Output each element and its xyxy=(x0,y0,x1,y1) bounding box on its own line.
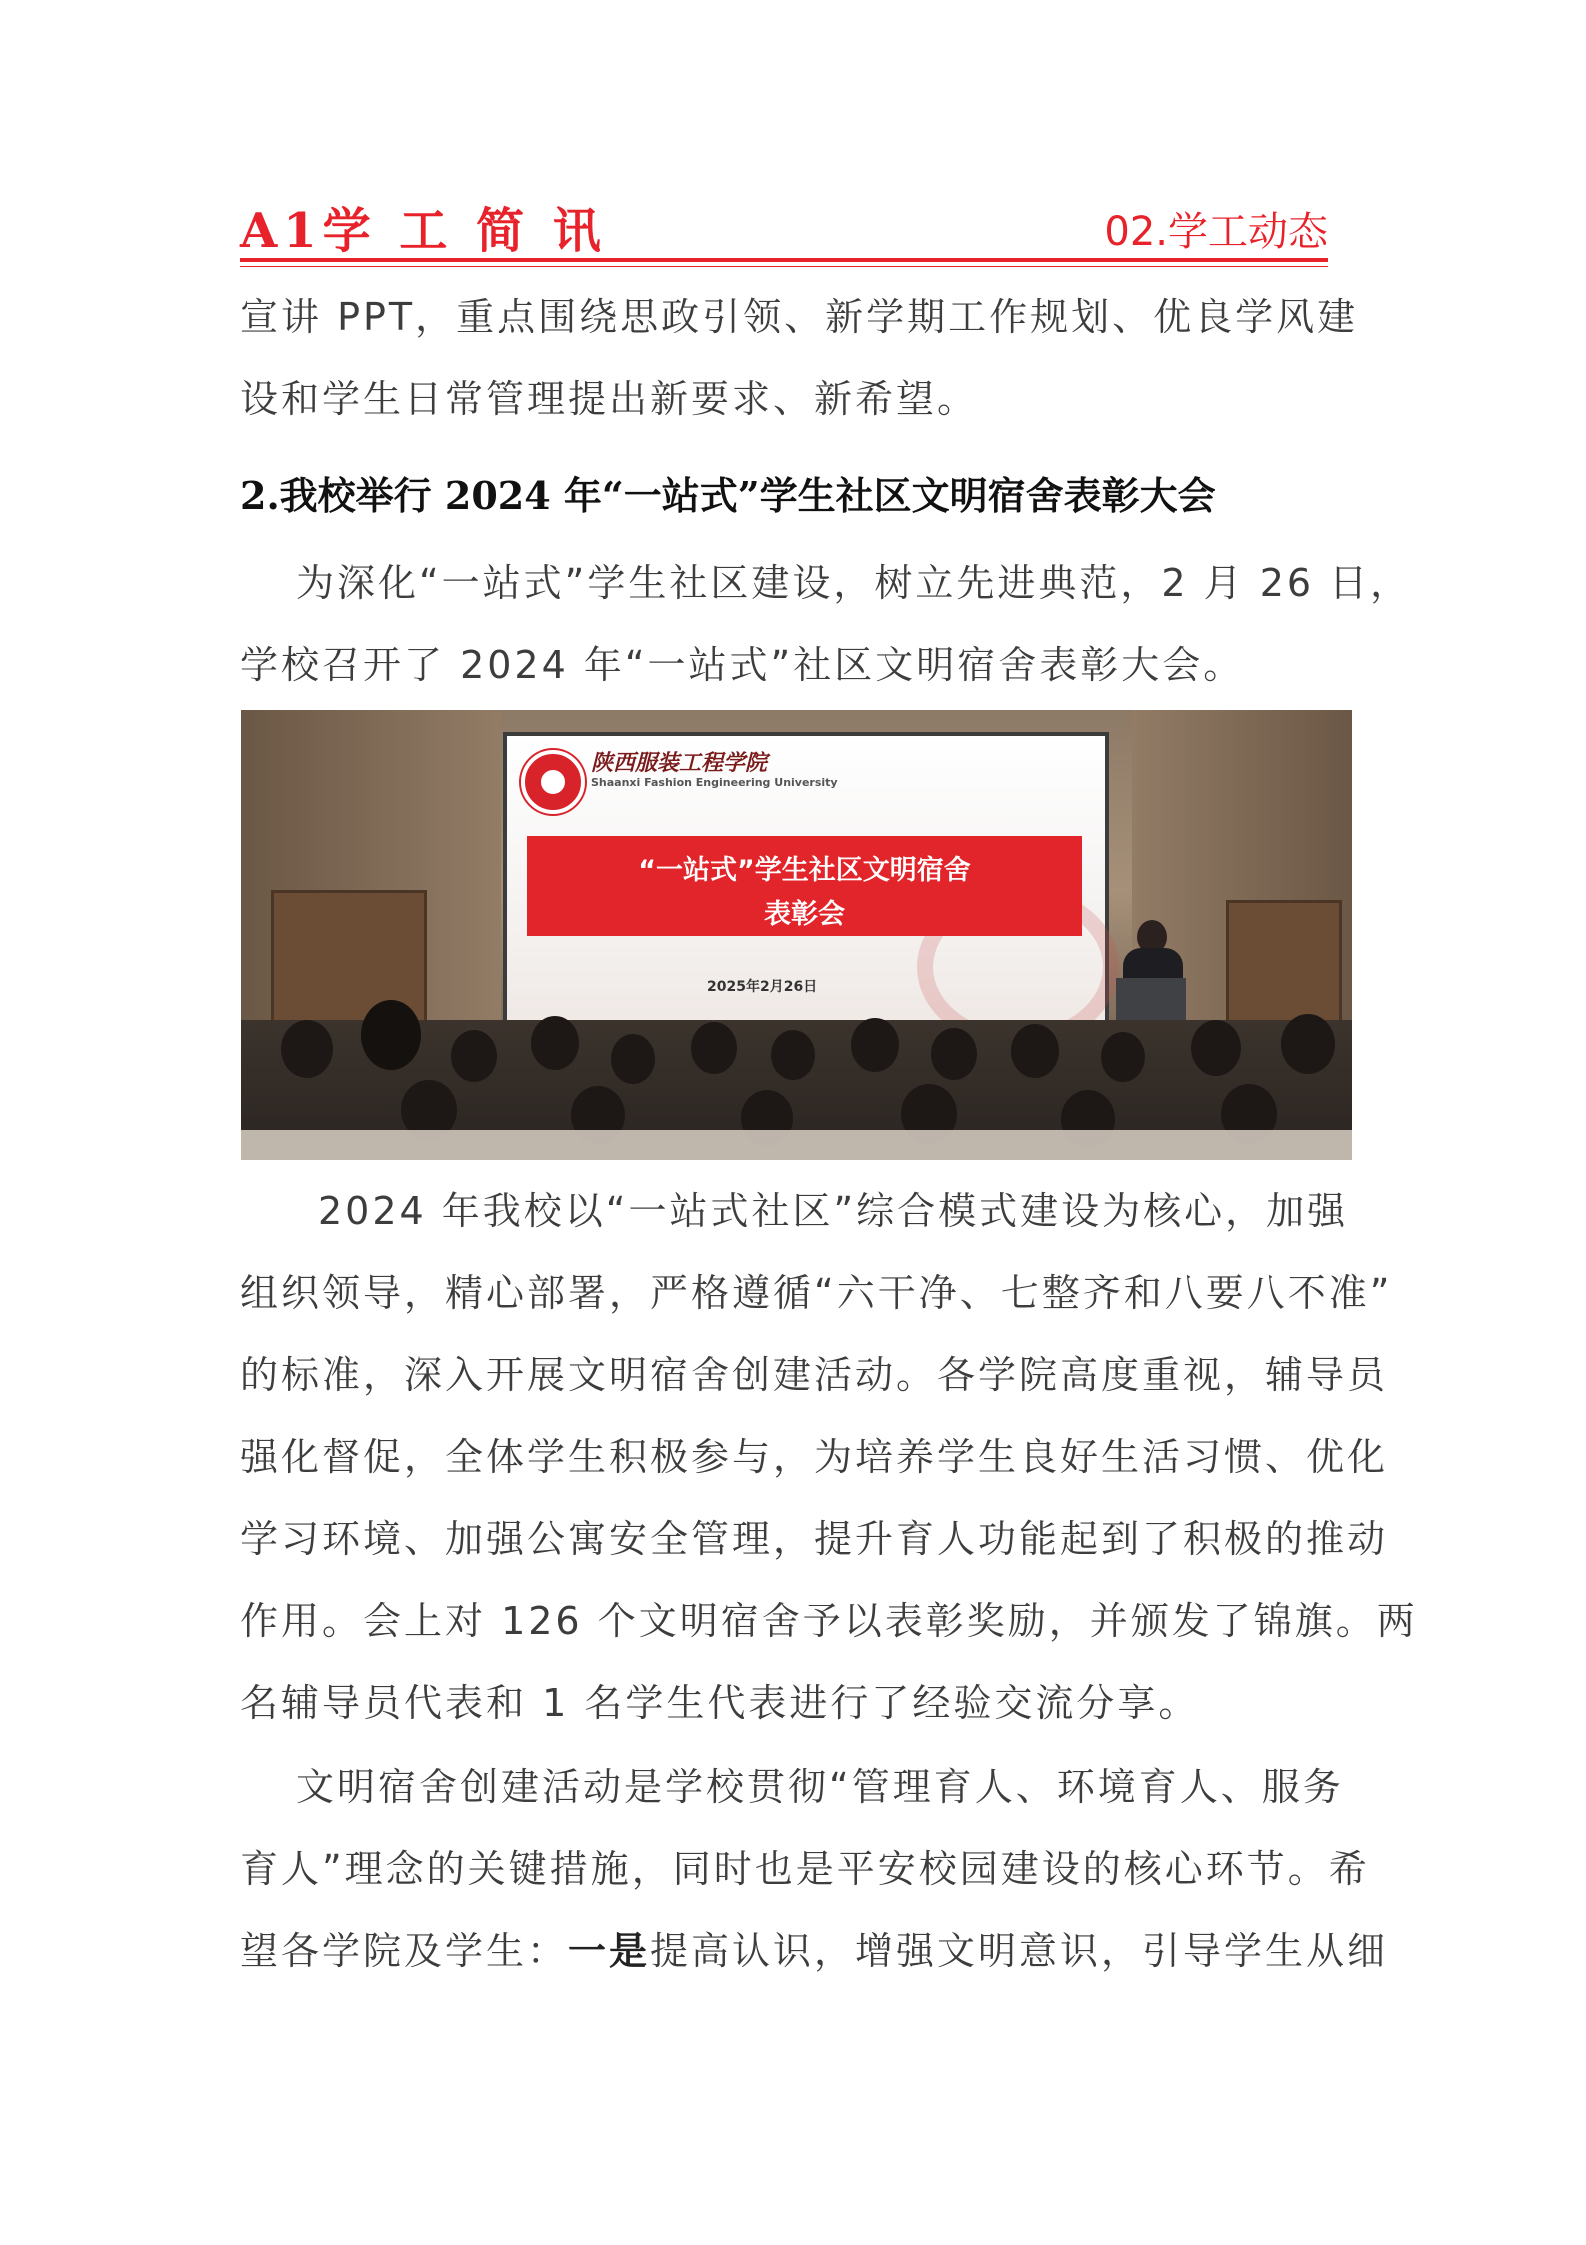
text-line: 2024 年我校以“一站式社区”综合模式建设为核心，加强 xyxy=(318,1189,1349,1233)
text-line: 学校召开了 2024 年“一站式”社区文明宿舍表彰大会。 xyxy=(240,643,1245,687)
banner-subtitle: 表彰会 xyxy=(764,899,845,930)
text-line: 宣讲 PPT，重点围绕思政引领、新学期工作规划、优良学风建 xyxy=(240,295,1359,339)
lead-paragraph xyxy=(240,542,1412,706)
text-line: 名辅导员代表和 1 名学生代表进行了经验交流分享。 xyxy=(240,1681,1200,1725)
newsletter-title: A1学 工 简 讯 xyxy=(240,203,607,259)
school-name-cn: 陕西服装工程学院 xyxy=(591,750,768,776)
text-span: 提高认识，增强文明意识，引导学生从细 xyxy=(650,1929,1389,1973)
event-photo xyxy=(241,710,1352,1160)
header-rule-thin xyxy=(240,266,1328,267)
school-name-en: Shaanxi Fashion Engineering University xyxy=(591,776,838,789)
text-span: 望各学院及学生： xyxy=(240,1929,569,1973)
text-line xyxy=(240,1910,1389,1992)
text-line: 的标准，深入开展文明宿舍创建活动。各学院高度重视，辅导员 xyxy=(240,1353,1389,1397)
header-rule xyxy=(240,258,1328,262)
text-line: 学习环境、加强公寓安全管理，提升育人功能起到了积极的推动 xyxy=(240,1517,1389,1561)
text-line: 设和学生日常管理提出新要求、新希望。 xyxy=(240,377,979,421)
page-header xyxy=(240,200,1328,262)
desk-row xyxy=(241,1130,1352,1160)
screen-date: 2025年2月26日 xyxy=(707,979,818,995)
screen-banner xyxy=(527,836,1082,936)
school-logo-icon xyxy=(521,750,585,814)
body-paragraph-3 xyxy=(240,1746,1389,1992)
text-line: 为深化“一站式”学生社区建设，树立先进典范，2 月 26 日， xyxy=(296,561,1412,605)
text-line: 作用。会上对 126 个文明宿舍予以表彰奖励，并颁发了锦旗。两 xyxy=(240,1599,1418,1643)
body-paragraph-2 xyxy=(240,1170,1418,1744)
section-label: 02.学工动态 xyxy=(1104,209,1328,255)
text-line: 组织领导，精心部署，严格遵循“六干净、七整齐和八要八不准” xyxy=(240,1271,1393,1315)
banner-title: “一站式”学生社区文明宿舍 xyxy=(638,855,971,886)
article-heading: 2.我校举行 2024 年“一站式”学生社区文明宿舍表彰大会 xyxy=(240,473,1216,518)
projection-screen xyxy=(503,732,1109,1025)
text-line: 育人”理念的关键措施，同时也是平安校园建设的核心环节。希 xyxy=(240,1847,1370,1891)
intro-paragraph xyxy=(240,276,1359,440)
emphasis-text: 一是 xyxy=(568,1929,651,1973)
text-line: 强化督促，全体学生积极参与，为培养学生良好生活习惯、优化 xyxy=(240,1435,1389,1479)
text-line: 文明宿舍创建活动是学校贯彻“管理育人、环境育人、服务 xyxy=(296,1765,1344,1809)
